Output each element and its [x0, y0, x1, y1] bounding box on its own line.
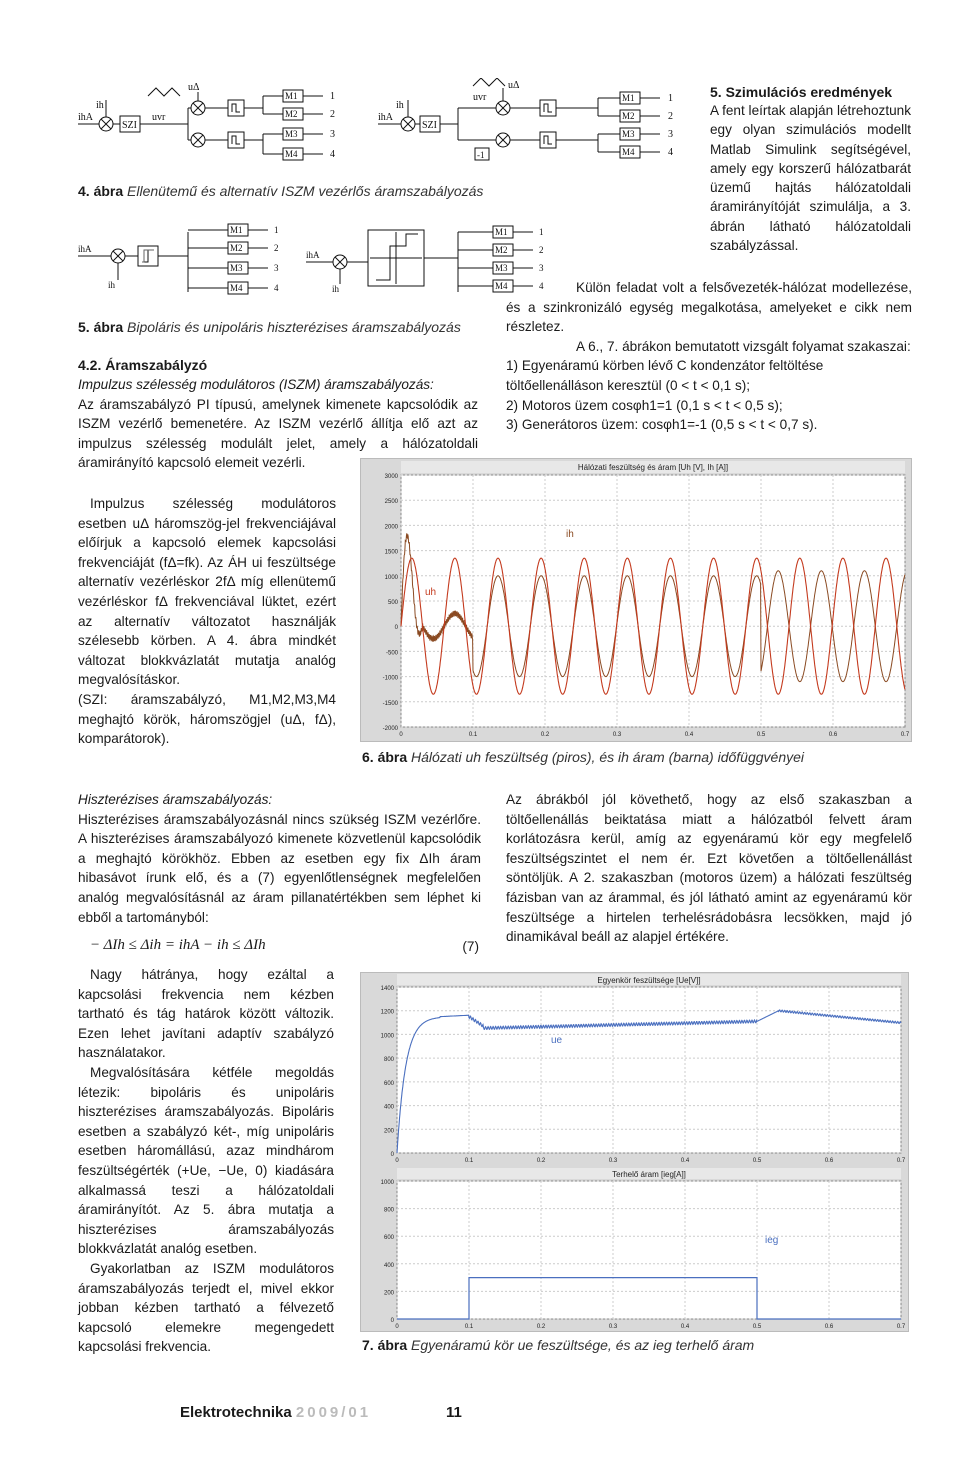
plot7-top-ytick: 1400: [380, 986, 394, 992]
plot7-bottom-ytick: 600: [383, 1235, 394, 1242]
label-n1-3: 1: [274, 225, 279, 235]
equation-7-formula: − ΔIh ≤ Δih = ihA − ih ≤ ΔIh: [90, 937, 266, 954]
section-5-p1: A fent leírtak alapján létrehoztunk egy olyan szimulációs modellt Matlab Simulink segítségével, amely egy korszerű hálózatbarát üzemű hajtás hálózatoldali áramirányítóját szimulálja, a 3. ábrán látható hálózatoldali szabályzással.: [710, 103, 912, 254]
figure-6-plot: [360, 458, 912, 742]
journal-year: 2009/01: [295, 1404, 372, 1421]
plot6-ytick: -2000: [382, 726, 398, 732]
label-szi-2: SZI: [422, 120, 437, 131]
figure-7-number: 7. ábra: [362, 1337, 408, 1353]
label-udelta-2: uΔ: [508, 80, 520, 91]
section-5: [710, 82, 911, 102]
plot7-top-title: Egyenkör feszültsége [Ue[V]]: [597, 976, 701, 985]
plot7-bottom-xtick: 0.4: [680, 1324, 690, 1330]
label-m4: M4: [285, 149, 298, 159]
figure-5-number: 5. ábra: [78, 319, 124, 335]
label-m2: M2: [285, 109, 298, 119]
section-5-wide: [506, 278, 912, 435]
figure-5-text: Bipoláris és unipoláris hiszterézises áramszabályozás: [127, 319, 461, 335]
plot7-bottom-area: [397, 1181, 901, 1319]
section-5-heading: 5. Szimulációs eredmények: [710, 84, 893, 100]
label-n3-4: 3: [539, 263, 544, 273]
plot6-xtick: 0.1: [468, 732, 478, 738]
label-m1-3: M1: [230, 225, 243, 235]
hysteresis-p2: Nagy hátránya, hogy ezáltal a kapcsolási frekvencia nem kézben tartható és tág határok között változik. Ezen lehet javítani adaptív szabályzó használatakor.: [78, 967, 334, 1061]
figure-6-caption: [362, 748, 922, 766]
section-4-2-subhead: Impulzus szélesség modulátoros (ISZM) áramszabályozás:: [78, 377, 434, 392]
plot6-ytick: -1500: [382, 700, 398, 707]
figure-6-text: Hálózati uh feszültség (piros), és ih áram (barna) időfüggvényei: [411, 749, 805, 765]
label-iha-4: ihA: [306, 250, 320, 260]
section-5-p1-narrow: [710, 101, 911, 255]
label-ih-3: ih: [108, 280, 116, 290]
page-number: 11: [446, 1404, 462, 1421]
plot7-top-ytick: 200: [383, 1128, 394, 1135]
label-iha-2: ihA: [378, 112, 393, 123]
label-n4-4: 4: [539, 281, 544, 291]
label-ih-4: ih: [332, 284, 340, 294]
label-n2-4: 2: [539, 245, 544, 255]
label-n1: 1: [330, 91, 335, 102]
hysteresis-narrow: [78, 965, 334, 1357]
label-n4-2: 4: [668, 147, 673, 158]
label-m1-2: M1: [622, 93, 635, 103]
label-szi: SZI: [122, 120, 137, 131]
plot6-xtick: 0.4: [684, 732, 694, 738]
plot7-bottom-title: Terhelő áram [ieg[A]]: [612, 1170, 686, 1179]
label-m3: M3: [285, 129, 298, 139]
plot7-bottom-ytick: 1000: [380, 1180, 394, 1186]
figure-7-caption: [362, 1336, 902, 1354]
plot7-top-xtick: 0: [395, 1158, 399, 1164]
result-p1: Az ábrákból jól követhető, hogy az első szakaszban a töltőellenállás beiktatása miatt a hálózatból felvett áram korlátozásra kerül, amíg az egyenáramú kör egy megfelelő feszültségszintet el nem ér. Ezt követően a töltőellenállást söntöljük. A 2. szakaszban (motoros üzem) a hálózati feszültség fázisban van az árammal, és jól látható amint az egyenáramú kör feszültsége a hirtelen terhelésrádobásra lecsökken, majd jó dinamikával beáll az alapjel értékére.: [506, 792, 912, 945]
plot6-ytick: 1500: [384, 549, 398, 556]
plot6-xtick: 0.6: [828, 732, 838, 738]
plot6-ytick: -1000: [382, 675, 398, 682]
label-n2: 2: [330, 109, 335, 120]
label-m4-3: M4: [230, 283, 243, 293]
plot6-xtick: 0.7: [900, 732, 910, 738]
plot6-ytick: 500: [387, 600, 398, 606]
label-m1: M1: [285, 91, 298, 101]
hysteresis-p1: Hiszterézises áramszabályozásnál nincs szükség ISZM vezérlőre. A hiszterézises áramszabályozó kimenete közvetlenül kapcsolódik a meghajtó körökhöz. Ebben az esetben egy fix ΔIh áram hibasávot írunk elő, és a (7) egyenlőtlenségnek megfelelően analóg megvalósításnál az áram pillanatértékben sem léphet ki ebből a tartományból:: [78, 811, 481, 925]
label-ih: ih: [96, 100, 104, 111]
plot6-title: Hálózati feszültség és áram [Uh [V], Ih [A]]: [577, 463, 729, 472]
figure-4-caption: [78, 182, 518, 200]
plot7-top-xtick: 0.3: [608, 1158, 618, 1164]
plot7-bottom-xtick: 0: [395, 1324, 399, 1330]
plot7-top-xtick: 0.1: [464, 1158, 474, 1164]
label-minus1: -1: [477, 150, 485, 160]
label-n1-4: 1: [539, 227, 544, 237]
equation-7: [78, 931, 481, 969]
plot6-xtick: 0.3: [612, 732, 622, 738]
plot7-top-xtick: 0.5: [752, 1158, 762, 1164]
result-section: [506, 790, 912, 947]
plot7-label-ue: ue: [551, 1035, 563, 1046]
plot7-bottom-ytick: 200: [383, 1290, 394, 1297]
plot7-bottom-xtick: 0.7: [896, 1324, 906, 1330]
plot6-ytick: 3000: [384, 474, 398, 480]
section-4-2-p1: Az áramszabályzó PI típusú, amelynek kimenete kapcsolódik az ISZM vezérlő bemenetére. Az ISZM vezérlő állítja elő azt az impulzus szélesség modulált jelet, amely a hálózatoldali áramirányító kapcsoló elemeit vezérli.: [78, 396, 478, 471]
figure-4-number: 4. ábra: [78, 183, 124, 199]
label-uvr: uvr: [152, 112, 166, 123]
label-m3-4: M3: [495, 263, 508, 273]
label-n3-2: 3: [668, 129, 673, 140]
plot7-top-ytick: 600: [383, 1080, 394, 1087]
label-n3-3: 3: [274, 263, 279, 273]
label-iha-3: ihA: [78, 244, 92, 254]
plot6-xtick: 0: [399, 732, 403, 738]
label-m4-2: M4: [622, 147, 635, 157]
figure-5-diagram: [78, 222, 568, 312]
label-m2-4: M2: [495, 245, 508, 255]
plot6-ytick: 0: [394, 625, 398, 632]
plot7-bottom-ytick: 400: [383, 1262, 394, 1269]
plot6-ytick: -500: [385, 650, 398, 657]
journal-name: Elektrotechnika: [180, 1404, 292, 1421]
label-ih-2: ih: [396, 100, 404, 111]
figure-4-diagram: [78, 78, 688, 178]
plot6-label-uh: uh: [425, 587, 437, 598]
plot6-ytick: 2000: [384, 524, 398, 531]
plot7-top-area: [397, 987, 901, 1153]
plot7-bottom-ytick: 800: [383, 1207, 394, 1214]
label-m2-3: M2: [230, 243, 243, 253]
plot6-ytick: 2500: [384, 499, 398, 506]
section-5-p2: Külön feladat volt a felsővezeték-hálózat modellezése, és a szinkronizáló egység megalkotása, amelyeket e cikk nem részletez.: [506, 280, 912, 335]
section-4-2: [78, 355, 478, 473]
figure-6-number: 6. ábra: [362, 749, 408, 765]
label-m3-2: M3: [622, 129, 635, 139]
label-uvr-2: uvr: [473, 92, 487, 103]
section-4-2-p2: Impulzus szélesség modulátoros esetben uΔ háromszög-jel frekvenciájával előírjuk a kapcsoló elemek kapcsolási frekvenciáját (fΔ=fk). Az ÁH ui feszültsége alternatív vezérléskor 2fΔ míg ellenütemű vezérléskor fΔ frekvenciával lüktet, ezért az alternatív változatot használják szélesebb körben. A 4. ábra mindkét változat blokkvázlatát mutatja analóg megvalósításkor.: [78, 496, 336, 688]
hysteresis-p4: Gyakorlatban az ISZM modulátoros áramszabályozás terjedt el, mivel ekkor jobban kézben tartható a félvezető kapcsoló elemekre megengedett kapcsolási frekvencia.: [78, 1260, 334, 1355]
plot7-top-ytick: 0: [390, 1152, 394, 1158]
section-5-list-2: 2) Motoros üzem cosφh1=1 (0,1 s < t < 0,5 s);: [506, 397, 783, 413]
section-5-list-1: 1) Egyenáramú körben lévő C kondenzátor feltöltése töltőellenálláson keresztül (0 < t < 0,1 s);: [506, 358, 824, 393]
figure-4-text: Ellenütemű és alternatív ISZM vezérlős áramszabályozás: [127, 183, 484, 199]
label-n3: 3: [330, 129, 335, 140]
plot7-top-xtick: 0.7: [896, 1158, 906, 1164]
plot7-top-xtick: 0.2: [536, 1158, 546, 1164]
hysteresis-subhead: Hiszterézises áramszabályozás:: [78, 792, 273, 807]
section-4-2-heading: 4.2. Áramszabályzó: [78, 357, 208, 373]
label-n2-2: 2: [668, 111, 673, 122]
figure-7-text: Egyenáramú kör ue feszültsége, és az ieg terhelő áram: [411, 1337, 755, 1353]
label-m3-3: M3: [230, 263, 243, 273]
label-udelta: uΔ: [188, 82, 200, 93]
plot7-bottom-ytick: 0: [390, 1318, 394, 1324]
section-4-2-narrow: [78, 494, 336, 749]
plot7-bottom-xtick: 0.3: [608, 1324, 618, 1330]
plot6-xtick: 0.2: [540, 732, 550, 738]
equation-7-number: (7): [462, 939, 479, 955]
plot7-top-ytick: 400: [383, 1104, 394, 1111]
label-n1-2: 1: [668, 93, 673, 104]
plot7-top-ytick: 800: [383, 1057, 394, 1064]
label-m1-4: M1: [495, 227, 508, 237]
label-m2-2: M2: [622, 111, 635, 121]
label-n2-3: 2: [274, 243, 279, 253]
plot7-top-ytick: 1200: [380, 1009, 394, 1016]
label-m4-4: M4: [495, 281, 508, 291]
plot7-top-xtick: 0.6: [824, 1158, 834, 1164]
plot7-bottom-xtick: 0.5: [752, 1324, 762, 1330]
figure-7-svg: [361, 973, 908, 1331]
section-5-p3: A 6., 7. ábrákon bemutatott vizsgált folyamat szakaszai:: [576, 338, 911, 354]
plot6-ytick: 1000: [384, 574, 398, 581]
plot7-top-xtick: 0.4: [680, 1158, 690, 1164]
plot7-label-ieg: ieg: [765, 1235, 779, 1246]
section-4-2-p3: (SZI: áramszabályzó, M1,M2,M3,M4 meghajtó körök, háromszögjel (uΔ, fΔ), komparátorok).: [78, 691, 336, 747]
section-5-list-3: 3) Generátoros üzem: cosφh1=-1 (0,5 s < t < 0,7 s).: [506, 417, 818, 433]
hysteresis-p3: Megvalósítására kétféle megoldás létezik: bipoláris és unipoláris hiszterézises áramszabályozás. Bipoláris esetben a szabályzó két-, míg unipoláris esetben háromállású, azaz mindhárom feszültségérték (+Ue, −Ue, 0) kiadására alkalmassá teszi a hálózatoldali áramirányítót. Az 5. ábra mutatja a hiszterézises áramszabályozás blokkvázlatát analóg esetben.: [78, 1064, 334, 1257]
plot7-bottom-xtick: 0.6: [824, 1324, 834, 1330]
figure-5-caption: [78, 318, 518, 336]
plot6-xtick: 0.5: [756, 732, 766, 738]
plot7-bottom-xtick: 0.1: [464, 1324, 474, 1330]
label-n4-3: 4: [274, 283, 279, 293]
label-n4: 4: [330, 149, 335, 160]
figure-6-svg: [361, 459, 911, 741]
plot7-bottom-xtick: 0.2: [536, 1324, 546, 1330]
page-footer: [180, 1404, 480, 1421]
figure-7-plot: [360, 972, 909, 1332]
hysteresis-section: [78, 790, 481, 969]
plot6-label-ih: ih: [566, 529, 574, 540]
plot7-top-ytick: 1000: [380, 1033, 394, 1040]
label-iha: ihA: [78, 112, 93, 123]
